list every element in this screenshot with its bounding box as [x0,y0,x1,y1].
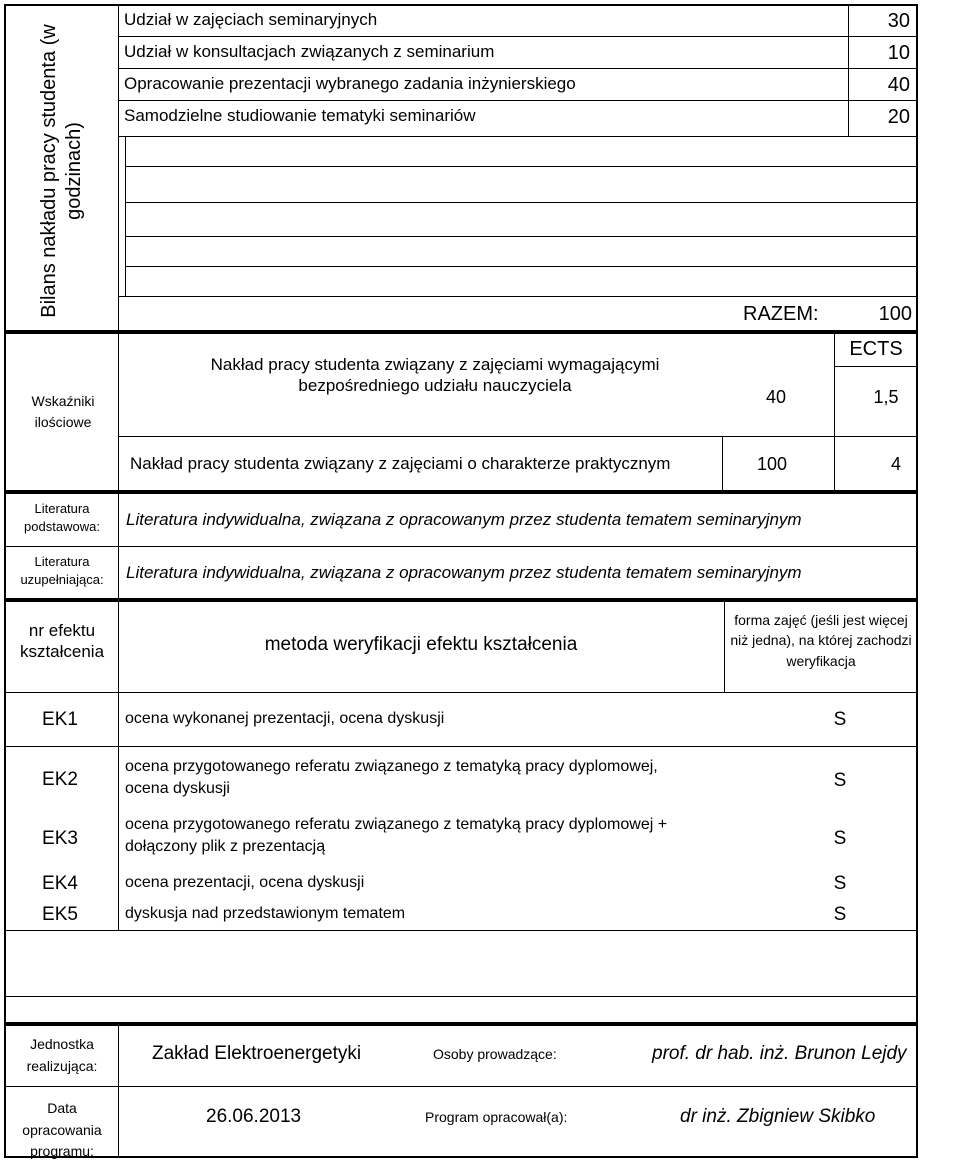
ek-id: EK4 [42,873,78,894]
unit-value: Zakład Elektroenergetyki [152,1043,362,1064]
ek-method: ocena przygotowanego referatu związanego z tematyką pracy dyplomowej, ocena dyskusji [125,758,658,798]
date-value: 26.06.2013 [206,1106,302,1127]
literatura-basic-label: Literatura podstawowa: [24,501,100,534]
bilans-row-hours: 20 [887,106,910,128]
col-form-header: forma zajęć (jeśli jest więcej niż jedna), na której zachodzi weryfikacja [730,612,912,669]
ects-header: ECTS [849,338,903,360]
ek-form: S [833,770,847,791]
ek-method: dyskusja nad przedstawionym tematem [125,905,406,922]
literatura-basic-text: Literatura indywidualna, związana z opracowanym przez studenta tematem seminaryjnym [126,510,802,529]
bilans-side-box [6,6,118,330]
literatura-extra-text: Literatura indywidualna, związana z opracowanym przez studenta tematem seminaryjnym [126,563,802,582]
teachers-value: prof. dr hab. inż. Brunon Lejdy [652,1043,907,1064]
ek-id: EK2 [42,769,78,790]
direct-hours: 40 [765,387,787,407]
practical-ects: 4 [890,454,901,474]
ek-id: EK5 [42,904,78,925]
author-value: dr inż. Zbigniew Skibko [680,1106,876,1127]
bilans-row-label: Samodzielne studiowanie tematyki seminariów [124,106,476,125]
literatura-extra-label: Literatura uzupełniająca: [20,554,104,587]
author-label: Program opracował(a): [425,1109,568,1125]
practical-label: Nakład pracy studenta związany z zajęciami o charakterze praktycznym [130,454,671,473]
ek-id: EK1 [42,709,78,730]
ek-method: ocena wykonanej prezentacji, ocena dyskusji [125,710,445,727]
bilans-row-label: Udział w zajęciach seminaryjnych [124,10,378,29]
ek-form: S [833,904,847,925]
practical-hours: 100 [756,454,788,474]
ek-form: S [833,873,847,894]
unit-label: Jednostka realizująca: [26,1036,98,1074]
direct-ects: 1,5 [873,387,899,407]
ek-id: EK3 [42,828,78,849]
razem-value: 100 [878,303,912,325]
bilans-row-label: Udział w konsultacjach związanych z seminarium [124,42,495,61]
col-method-header: metoda weryfikacji efektu kształcenia [264,634,578,655]
razem-label: RAZEM: [743,303,819,325]
bilans-side-label: Bilans nakładu pracy studenta (w godzinach) [38,24,85,318]
ek-form: S [833,828,847,849]
col-nr-header: nr efektu kształcenia [19,621,105,662]
bilans-row-label: Opracowanie prezentacji wybranego zadania inżynierskiego [124,74,576,93]
ek-method: ocena przygotowanego referatu związanego z tematyką pracy dyplomowej + dołączony plik z prezentacją [125,816,668,856]
bilans-row-hours: 30 [887,10,910,32]
teachers-label: Osoby prowadzące: [433,1046,557,1062]
direct-label: Nakład pracy studenta związany z zajęciami wymagającymi bezpośredniego udziału nauczyciela [210,355,660,396]
wskazniki-side-label: Wskaźniki ilościowe [31,393,95,430]
ek-method: ocena prezentacji, ocena dyskusji [125,874,365,891]
date-label: Data opracowania programu: [22,1100,102,1160]
bilans-row-hours: 10 [887,42,910,64]
bilans-row-hours: 40 [887,74,910,96]
ek-form: S [833,709,847,730]
